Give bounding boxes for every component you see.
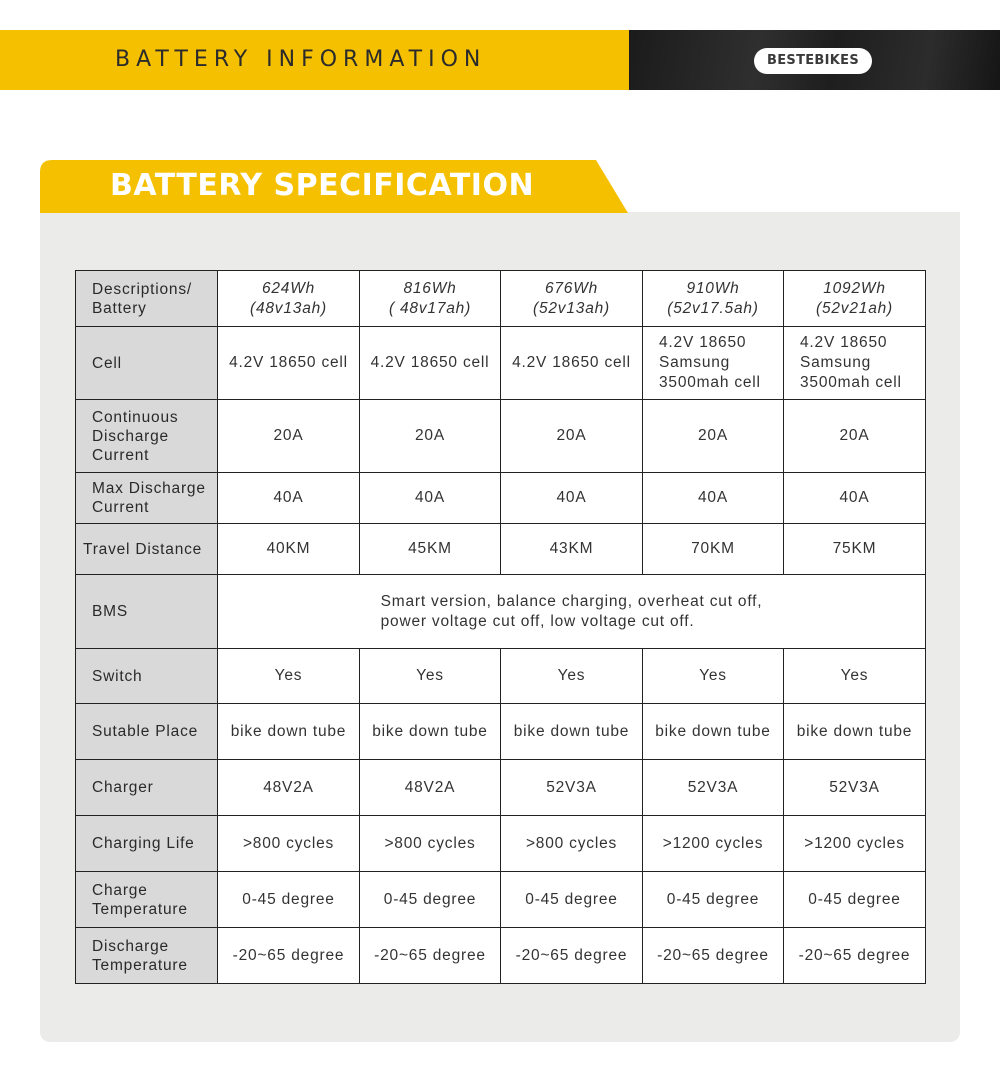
table-cell: 40A bbox=[360, 473, 501, 524]
table-cell: 40KM bbox=[218, 524, 360, 575]
table-cell: 48V2A bbox=[360, 760, 501, 816]
table-cell: 40A bbox=[218, 473, 360, 524]
table-cell: 0-45 degree bbox=[218, 872, 360, 928]
column-header-816wh: 816Wh ( 48v17ah) bbox=[360, 271, 501, 327]
table-row-travel-distance bbox=[76, 524, 926, 575]
row-label-charging-life: Charging Life bbox=[76, 816, 218, 872]
table-cell: Yes bbox=[501, 649, 643, 704]
table-row-switch bbox=[76, 649, 926, 704]
table-cell: 4.2V 18650 cell bbox=[218, 327, 360, 400]
table-cell: 40A bbox=[501, 473, 643, 524]
row-label-travel-distance: Travel Distance bbox=[76, 524, 218, 575]
table-cell: 20A bbox=[360, 400, 501, 473]
table-cell: 0-45 degree bbox=[360, 872, 501, 928]
table-cell: -20~65 degree bbox=[501, 928, 643, 984]
table-cell: 0-45 degree bbox=[784, 872, 926, 928]
table-cell: >1200 cycles bbox=[784, 816, 926, 872]
row-label-discharge-temperature: Discharge Temperature bbox=[76, 928, 218, 984]
table-cell: Yes bbox=[360, 649, 501, 704]
table-cell: Yes bbox=[784, 649, 926, 704]
table-cell: -20~65 degree bbox=[643, 928, 784, 984]
table-cell: -20~65 degree bbox=[218, 928, 360, 984]
table-row-bms bbox=[76, 575, 926, 649]
column-header-1092wh: 1092Wh (52v21ah) bbox=[784, 271, 926, 327]
table-cell: 43KM bbox=[501, 524, 643, 575]
table-cell: 4.2V 18650 cell bbox=[360, 327, 501, 400]
table-cell: >800 cycles bbox=[218, 816, 360, 872]
table-cell: 4.2V 18650 Samsung 3500mah cell bbox=[784, 327, 926, 400]
column-header-676wh: 676Wh (52v13ah) bbox=[501, 271, 643, 327]
table-cell: bike down tube bbox=[784, 704, 926, 760]
row-label-cell: Cell bbox=[76, 327, 218, 400]
table-cell: bike down tube bbox=[501, 704, 643, 760]
row-label-bms: BMS bbox=[76, 575, 218, 649]
table-cell: Yes bbox=[218, 649, 360, 704]
top-banner bbox=[0, 30, 1000, 90]
table-row-discharge-temperature bbox=[76, 928, 926, 984]
row-label-switch: Switch bbox=[76, 649, 218, 704]
table-row-charge-temperature bbox=[76, 872, 926, 928]
row-label-charger: Charger bbox=[76, 760, 218, 816]
table-cell: 20A bbox=[643, 400, 784, 473]
brand-logo: BESTEBIKES bbox=[754, 48, 872, 74]
table-cell: 48V2A bbox=[218, 760, 360, 816]
table-cell: bike down tube bbox=[218, 704, 360, 760]
corner-label: Descriptions/ Battery bbox=[76, 271, 218, 327]
banner-title: BATTERY INFORMATION bbox=[115, 47, 487, 72]
table-cell: >1200 cycles bbox=[643, 816, 784, 872]
table-cell: 52V3A bbox=[501, 760, 643, 816]
table-row-suitable-place bbox=[76, 704, 926, 760]
table-cell: 40A bbox=[643, 473, 784, 524]
table-cell: 0-45 degree bbox=[501, 872, 643, 928]
banner-yellow-section bbox=[0, 30, 629, 90]
row-label-suitable-place: Sutable Place bbox=[76, 704, 218, 760]
table-cell: 0-45 degree bbox=[643, 872, 784, 928]
table-cell: -20~65 degree bbox=[784, 928, 926, 984]
table-cell: >800 cycles bbox=[501, 816, 643, 872]
column-header-910wh: 910Wh (52v17.5ah) bbox=[643, 271, 784, 327]
table-cell: 52V3A bbox=[643, 760, 784, 816]
table-cell: 45KM bbox=[360, 524, 501, 575]
row-label-max-discharge: Max Discharge Current bbox=[76, 473, 218, 524]
table-cell: 4.2V 18650 cell bbox=[501, 327, 643, 400]
table-cell: >800 cycles bbox=[360, 816, 501, 872]
table-cell: 20A bbox=[501, 400, 643, 473]
section-title: BATTERY SPECIFICATION bbox=[110, 168, 535, 203]
table-cell: 4.2V 18650 Samsung 3500mah cell bbox=[643, 327, 784, 400]
bms-description: Smart version, balance charging, overheat cut off, power voltage cut off, low voltage cut off. bbox=[218, 575, 926, 649]
spec-table bbox=[75, 270, 926, 984]
table-cell: 75KM bbox=[784, 524, 926, 575]
table-row-charger bbox=[76, 760, 926, 816]
table-cell: 52V3A bbox=[784, 760, 926, 816]
table-cell: Yes bbox=[643, 649, 784, 704]
table-row-charging-life bbox=[76, 816, 926, 872]
table-header-row bbox=[76, 271, 926, 327]
table-cell: -20~65 degree bbox=[360, 928, 501, 984]
table-row-cell bbox=[76, 327, 926, 400]
column-header-624wh: 624Wh (48v13ah) bbox=[218, 271, 360, 327]
table-cell: 40A bbox=[784, 473, 926, 524]
row-label-charge-temperature: Charge Temperature bbox=[76, 872, 218, 928]
table-row-max-discharge bbox=[76, 473, 926, 524]
table-cell: 70KM bbox=[643, 524, 784, 575]
table-row-continuous-discharge bbox=[76, 400, 926, 473]
table-cell: 20A bbox=[784, 400, 926, 473]
table-cell: bike down tube bbox=[643, 704, 784, 760]
table-cell: bike down tube bbox=[360, 704, 501, 760]
row-label-continuous-discharge: Continuous Discharge Current bbox=[76, 400, 218, 473]
banner-dark-section bbox=[629, 30, 1000, 90]
table-cell: 20A bbox=[218, 400, 360, 473]
